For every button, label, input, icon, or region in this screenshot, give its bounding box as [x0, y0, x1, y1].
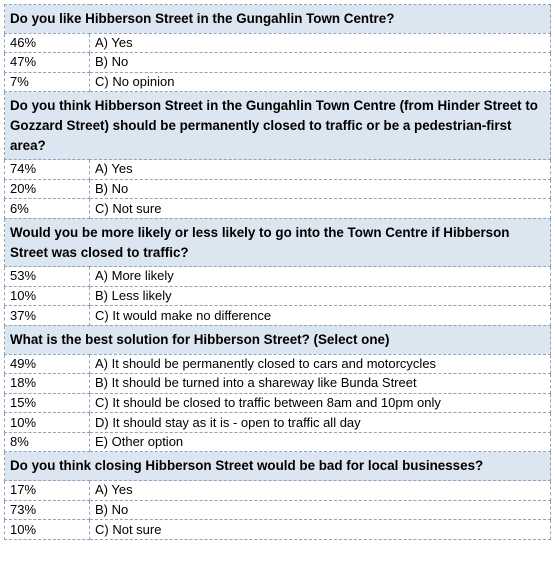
answer-percent: 17% [5, 481, 90, 501]
answer-row [5, 53, 551, 73]
answer-row [5, 33, 551, 53]
answer-option: D) It should stay as it is - open to traffic all day [90, 413, 551, 433]
question-text: Do you like Hibberson Street in the Gungahlin Town Centre? [5, 5, 551, 34]
answer-option: A) Yes [90, 481, 551, 501]
answer-option: B) No [90, 53, 551, 73]
answer-percent: 18% [5, 374, 90, 394]
answer-row [5, 413, 551, 433]
answer-option: B) It should be turned into a shareway like Bunda Street [90, 374, 551, 394]
answer-option: A) Yes [90, 33, 551, 53]
survey-results-table [4, 4, 551, 540]
answer-option: C) Not sure [90, 520, 551, 540]
answer-row [5, 286, 551, 306]
answer-row [5, 432, 551, 452]
question-text: Would you be more likely or less likely to go into the Town Centre if Hibberson Street was closed to traffic? [5, 218, 551, 266]
question-text: Do you think closing Hibberson Street would be bad for local businesses? [5, 452, 551, 481]
answer-percent: 37% [5, 306, 90, 326]
answer-percent: 74% [5, 160, 90, 180]
answer-row [5, 500, 551, 520]
question-row [5, 325, 551, 354]
answer-percent: 20% [5, 179, 90, 199]
question-row [5, 452, 551, 481]
answer-option: B) Less likely [90, 286, 551, 306]
answer-row [5, 160, 551, 180]
answer-percent: 49% [5, 354, 90, 374]
answer-row [5, 354, 551, 374]
answer-row [5, 72, 551, 92]
answer-percent: 10% [5, 286, 90, 306]
answer-row [5, 179, 551, 199]
answer-row [5, 393, 551, 413]
answer-percent: 73% [5, 500, 90, 520]
answer-row [5, 267, 551, 287]
answer-percent: 7% [5, 72, 90, 92]
survey-body [5, 5, 551, 540]
answer-percent: 8% [5, 432, 90, 452]
answer-option: A) More likely [90, 267, 551, 287]
answer-option: B) No [90, 179, 551, 199]
answer-option: C) It would make no difference [90, 306, 551, 326]
question-row [5, 92, 551, 160]
answer-percent: 15% [5, 393, 90, 413]
answer-row [5, 306, 551, 326]
answer-percent: 6% [5, 199, 90, 219]
question-text: Do you think Hibberson Street in the Gungahlin Town Centre (from Hinder Street to Gozzard Street) should be permanently closed to traffic or be a pedestrian-first area? [5, 92, 551, 160]
answer-option: C) Not sure [90, 199, 551, 219]
answer-percent: 47% [5, 53, 90, 73]
answer-option: B) No [90, 500, 551, 520]
answer-percent: 10% [5, 413, 90, 433]
answer-row [5, 481, 551, 501]
answer-option: C) It should be closed to traffic between 8am and 10pm only [90, 393, 551, 413]
answer-option: E) Other option [90, 432, 551, 452]
answer-percent: 10% [5, 520, 90, 540]
question-text: What is the best solution for Hibberson Street? (Select one) [5, 325, 551, 354]
answer-percent: 46% [5, 33, 90, 53]
answer-row [5, 374, 551, 394]
question-row [5, 5, 551, 34]
answer-row [5, 520, 551, 540]
answer-row [5, 199, 551, 219]
question-row [5, 218, 551, 266]
answer-percent: 53% [5, 267, 90, 287]
answer-option: A) It should be permanently closed to cars and motorcycles [90, 354, 551, 374]
answer-option: A) Yes [90, 160, 551, 180]
answer-option: C) No opinion [90, 72, 551, 92]
